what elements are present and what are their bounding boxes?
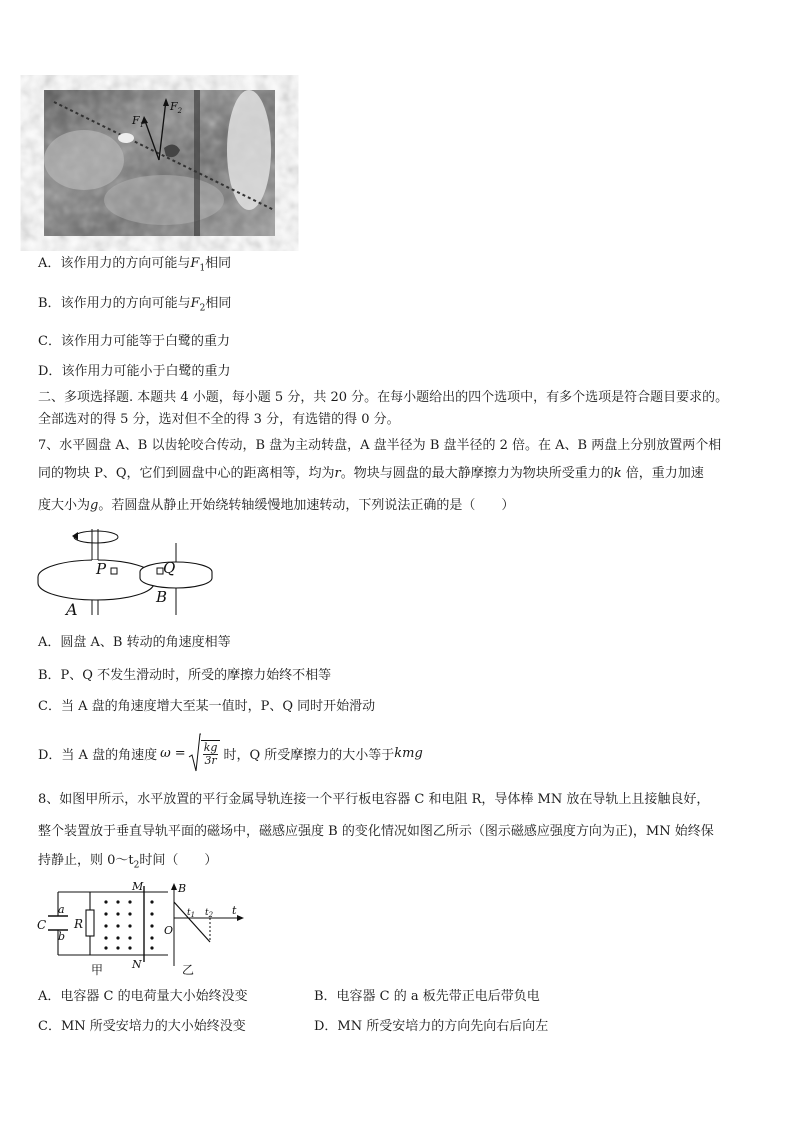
q7-option-d: D．当 A 盘的角速度 ω = $\frac{kg}{3r}$ 时，Q 所受摩擦力的大小等于 kmg [38, 732, 423, 774]
figure-jia-label: 甲 [91, 963, 104, 977]
f1-label: $F_1$ [132, 114, 145, 129]
plate-b-label: b [58, 930, 66, 943]
q8-stem-line2: 整个装置放于垂直导轨平面的磁场中，磁感应强度 B 的变化情况如图乙所示（图示磁感应强度方向为正)，MN 始终保 [38, 824, 714, 839]
sqrt-expression: $\frac{kg}{3r}$ [189, 733, 221, 773]
q8-option-c: C．MN 所受安培力的大小始终没变 [38, 1019, 246, 1034]
rod-m-label: M [132, 880, 144, 893]
rod-n-label: N [132, 958, 142, 971]
q7-option-b: B．P、Q 不发生滑动时，所受的摩擦力始终不相等 [38, 668, 332, 683]
q7-option-a: A．圆盘 A、B 转动的角速度相等 [38, 635, 231, 650]
q6-option-d: D．该作用力可能小于白鹭的重力 [38, 364, 231, 379]
q8-option-b: B．电容器 C 的 a 板先带正电后带负电 [314, 989, 540, 1004]
section2-line2: 全部选对的得 5 分，选对但不全的得 3 分，有选错的得 0 分。 [38, 412, 400, 427]
resistor-r-label: R [74, 917, 84, 931]
q8-stem-line1: 8、如图甲所示，水平放置的平行金属导轨连接一个平行板电容器 C 和电阻 R，导体棒 MN 放在导轨上且接触良好， [38, 792, 710, 807]
q8-circuit-figure [36, 880, 176, 978]
q8-option-d: D．MN 所受安培力的方向先向右后向左 [314, 1019, 549, 1034]
origin-label: O [164, 924, 174, 937]
q7-disk-figure [36, 527, 216, 619]
axis-t-label: t [232, 904, 237, 917]
block-q-label: Q [163, 559, 176, 577]
q6-option-c: C．该作用力可能等于白鹭的重力 [38, 334, 230, 349]
figure-yi-label: 乙 [182, 963, 195, 977]
t1-label: $t_1$ [187, 908, 196, 919]
q6-option-a: A．该作用力的方向可能与$F_1$相同 [38, 256, 232, 274]
axis-b-label: B [178, 882, 187, 895]
egret-photo [44, 90, 275, 236]
capacitor-c-label: C [37, 918, 47, 932]
q8-option-a: A．电容器 C 的电荷量大小始终没变 [38, 989, 248, 1004]
disk-b-label: B [156, 588, 168, 606]
t2-label: $t_2$ [205, 908, 214, 919]
q7-stem-line1: 7、水平圆盘 A、B 以齿轮咬合传动，B 盘为主动转盘，A 盘半径为 B 盘半径的 2 倍。在 A、B 两盘上分别放置两个相 [38, 438, 722, 453]
q8-stem-line3: 持静止，则 $0\sim t_2$时间（ ） [38, 853, 218, 871]
q7-stem-line3: 度大小为g。若圆盘从静止开始绕转轴缓慢地加速转动，下列说法正确的是（ ） [38, 498, 515, 513]
block-p-label: P [96, 560, 107, 578]
plate-a-label: a [58, 903, 65, 916]
q6-option-b: B．该作用力的方向可能与$F_2$相同 [38, 296, 232, 314]
f2-label: $F_2$ [170, 100, 183, 115]
q7-option-c: C．当 A 盘的角速度增大至某一值时，P、Q 同时开始滑动 [38, 699, 376, 714]
section2-line1: 二、多项选择题. 本题共 4 小题，每小题 5 分，共 20 分。在每小题给出的四个选项中，有多个选项是符合题目要求的。 [38, 390, 729, 405]
disk-a-label: A [66, 600, 78, 619]
q8-b-graph [164, 880, 248, 978]
q7-stem-line2: 同的物块 P、Q，它们到圆盘中心的距离相等，均为r。物块与圆盘的最大静摩擦力为物块所受重力的k 倍，重力加速 [38, 466, 704, 481]
